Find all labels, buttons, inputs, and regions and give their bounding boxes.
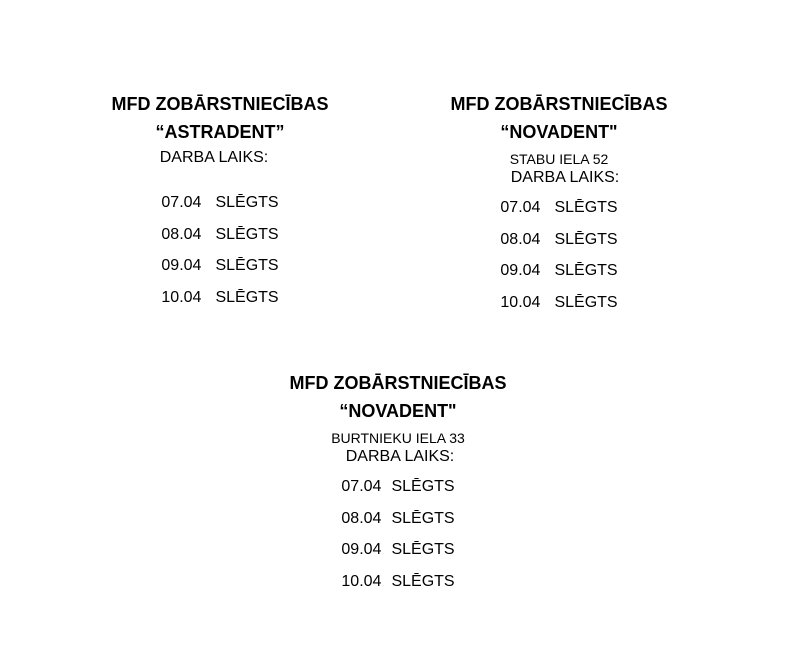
schedule-status: SLĒGTS <box>391 541 455 558</box>
working-hours-label: DARBA LAIKS: <box>345 448 455 465</box>
schedule-row <box>394 230 724 262</box>
schedule-date: 09.04 <box>500 262 541 279</box>
working-hours-label: DARBA LAIKS: <box>510 169 620 186</box>
schedule-date: 07.04 <box>500 199 541 216</box>
schedule-status: SLĒGTS <box>215 288 279 306</box>
schedule-row <box>394 198 724 230</box>
schedule-date: 09.04 <box>161 257 202 274</box>
schedule-status: SLĒGTS <box>215 257 279 274</box>
clinic-title-line2: “NOVADENT" <box>339 401 457 421</box>
schedule-status: SLĒGTS <box>391 572 455 590</box>
clinic-title-line1: MFD ZOBĀRSTNIECĪBAS <box>111 94 329 114</box>
schedule-row <box>55 225 385 257</box>
clinic-block-astradent <box>55 90 385 319</box>
schedule-row <box>394 293 724 325</box>
schedule-status: SLĒGTS <box>391 478 455 495</box>
clinic-title-line1: MFD ZOBĀRSTNIECĪBAS <box>450 94 668 114</box>
schedule-date: 08.04 <box>161 225 202 243</box>
clinic-title-line2: “NOVADENT" <box>500 122 618 142</box>
schedule-date: 10.04 <box>161 288 202 306</box>
clinic-block-novadent-burtnieku <box>233 369 563 603</box>
schedule-list <box>233 477 563 603</box>
schedule-status: SLĒGTS <box>554 293 618 311</box>
schedule-row <box>233 509 563 541</box>
schedule-row <box>233 477 563 509</box>
schedule-list <box>55 193 385 319</box>
clinic-block-novadent-stabu <box>394 90 724 324</box>
schedule-status: SLĒGTS <box>554 262 618 279</box>
schedule-row <box>233 572 563 604</box>
schedule-date: 07.04 <box>341 478 382 495</box>
clinic-title-line2: “ASTRADENT” <box>155 122 285 142</box>
working-hours-label: DARBA LAIKS: <box>159 149 269 166</box>
schedule-status: SLĒGTS <box>391 509 455 527</box>
clinic-address: BURTNIEKU IELA 33 <box>331 430 465 446</box>
schedule-date: 10.04 <box>341 572 382 590</box>
clinic-title-line1: MFD ZOBĀRSTNIECĪBAS <box>289 373 507 393</box>
clinic-address: STABU IELA 52 <box>509 151 609 167</box>
schedule-status: SLĒGTS <box>554 230 618 248</box>
schedule-row <box>55 256 385 288</box>
schedule-status: SLĒGTS <box>215 225 279 243</box>
schedule-status: SLĒGTS <box>215 194 279 211</box>
schedule-row <box>55 193 385 225</box>
schedule-list <box>394 198 724 324</box>
schedule-row <box>233 540 563 572</box>
schedule-date: 08.04 <box>341 509 382 527</box>
schedule-row <box>394 261 724 293</box>
schedule-date: 10.04 <box>500 293 541 311</box>
schedule-status: SLĒGTS <box>554 199 618 216</box>
schedule-date: 09.04 <box>341 541 382 558</box>
schedule-row <box>55 288 385 320</box>
schedule-date: 08.04 <box>500 230 541 248</box>
schedule-date: 07.04 <box>161 194 202 211</box>
